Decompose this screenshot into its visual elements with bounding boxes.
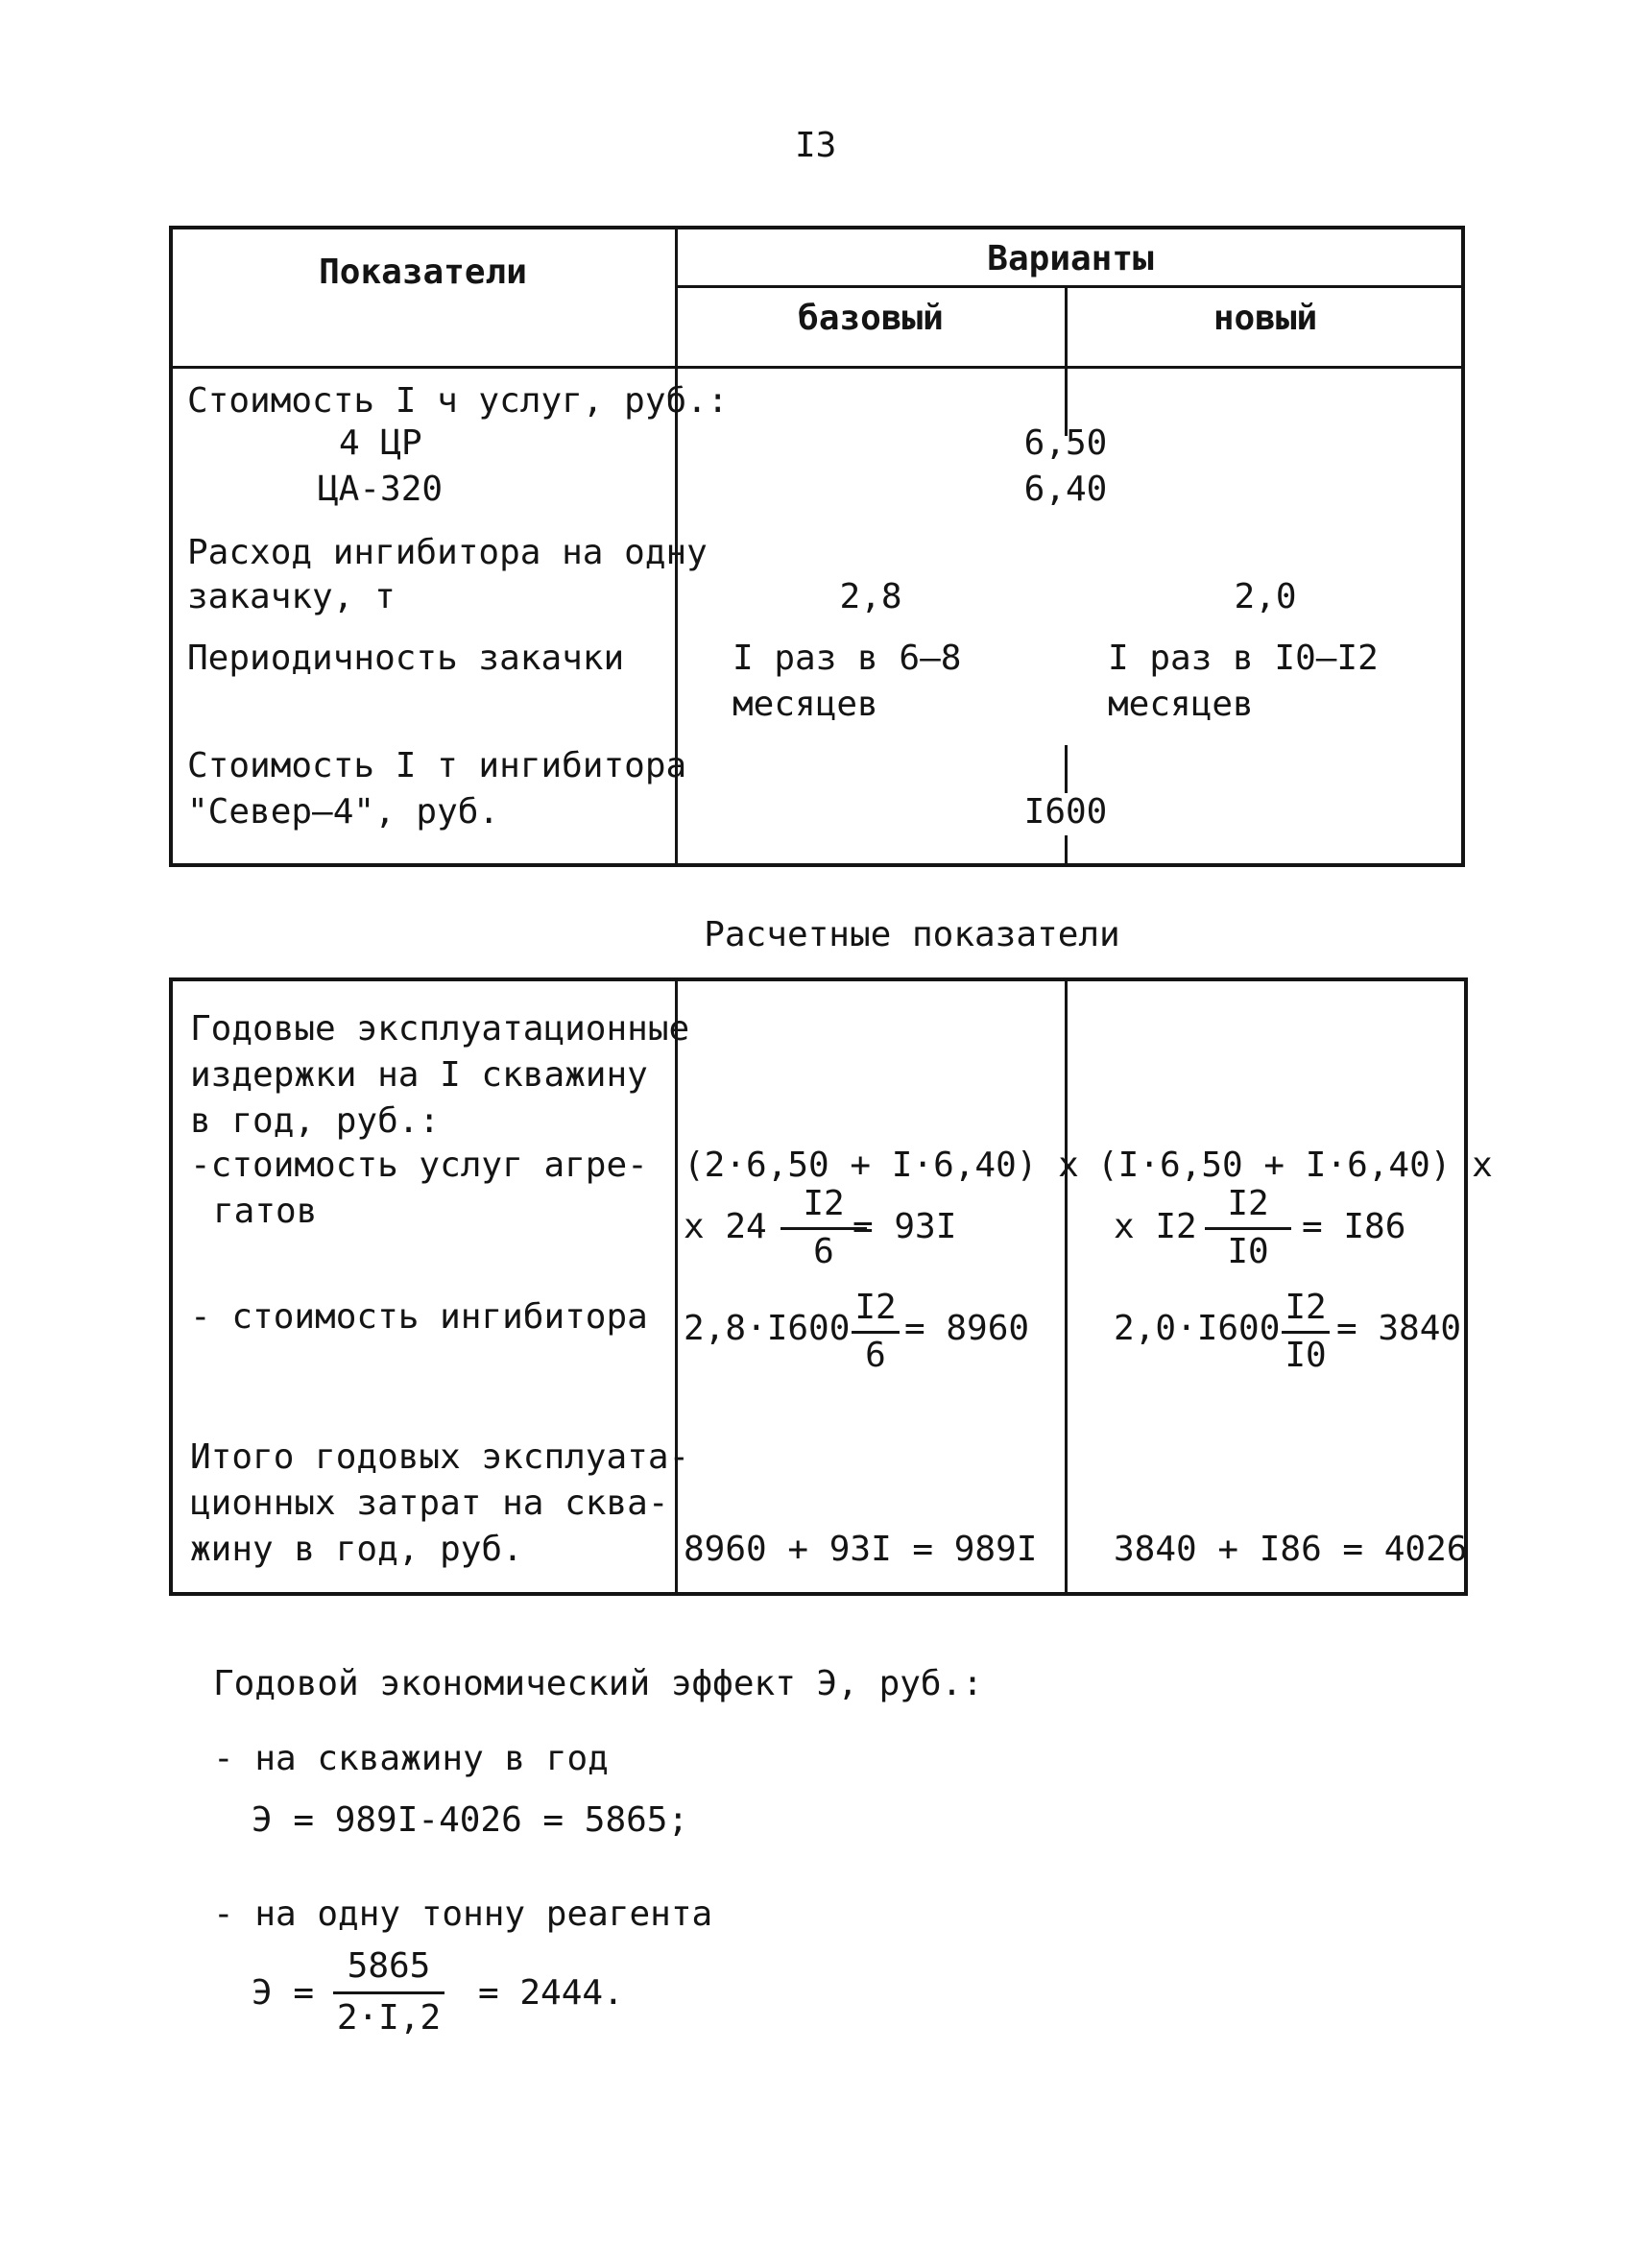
services-new-line1: (I·6,50 + I·6,40) х bbox=[1097, 1146, 1493, 1185]
cost-label-ca320: ЦА-320 bbox=[318, 470, 444, 509]
inhibitor-new-prefix: 2,0·I600 bbox=[1114, 1309, 1281, 1348]
total-label-line3: жину в год, руб. bbox=[190, 1530, 523, 1569]
periodicity-new-line2: месяцев bbox=[1108, 685, 1254, 724]
inhibitor-cost-label-line2: "Север–4", руб. bbox=[187, 792, 500, 832]
annual-label-line1: Годовые эксплуатационные bbox=[190, 1009, 690, 1049]
table2-divider-v1 bbox=[675, 979, 678, 1594]
fraction-bar bbox=[333, 1991, 444, 1994]
effect-per-ton-result: = 2444. bbox=[478, 1973, 624, 2013]
fraction-numerator: I2 bbox=[803, 1184, 845, 1223]
cost-value-ca320: 6,40 bbox=[1023, 470, 1108, 509]
inhibitor-label: - стоимость ингибитора bbox=[190, 1297, 648, 1337]
table1-guide-1 bbox=[1065, 369, 1068, 422]
effect-per-well-formula: Э = 989I-4026 = 5865; bbox=[252, 1800, 689, 1840]
fraction-numerator: I2 bbox=[1285, 1288, 1327, 1327]
table1-guide-4 bbox=[1065, 835, 1068, 865]
services-label-line2: гатов bbox=[213, 1192, 318, 1231]
header-variants: Варианты bbox=[987, 239, 1154, 278]
fraction-numerator: I2 bbox=[1227, 1184, 1269, 1223]
fraction-denominator: 2·I,2 bbox=[336, 1998, 442, 2038]
services-base-line1: (2·6,50 + I·6,40) х bbox=[684, 1146, 1079, 1185]
inhibitor-base-result: = 8960 bbox=[904, 1309, 1030, 1348]
table2-divider-v2 bbox=[1065, 979, 1068, 1594]
calc-heading: Расчетные показатели bbox=[704, 915, 1120, 954]
annual-label-line2: издержки на I скважину bbox=[190, 1055, 648, 1095]
effect-per-well-label: - на скважину в год bbox=[213, 1739, 609, 1778]
effect-per-ton-label: - на одну тонну реагента bbox=[213, 1894, 713, 1934]
fraction-bar bbox=[852, 1331, 900, 1334]
inhibitor-cost-value: I600 bbox=[1023, 792, 1108, 832]
consumption-label-line2: закачку, т bbox=[187, 577, 396, 616]
consumption-base: 2,8 bbox=[839, 577, 902, 616]
services-label-line1: -стоимость услуг агре- bbox=[190, 1146, 648, 1185]
total-base: 8960 + 93I = 989I bbox=[684, 1530, 1038, 1569]
table1-guide-3 bbox=[1065, 745, 1068, 793]
header-base: базовый bbox=[798, 299, 944, 338]
total-new: 3840 + I86 = 4026 bbox=[1114, 1530, 1468, 1569]
services-base-result: = 93I bbox=[853, 1207, 957, 1246]
periodicity-new-line1: I раз в I0–I2 bbox=[1108, 639, 1379, 678]
fraction-denominator: 6 bbox=[813, 1232, 834, 1271]
periodicity-base-line2: месяцев bbox=[732, 685, 878, 724]
inhibitor-base-prefix: 2,8·I600 bbox=[684, 1309, 851, 1348]
table1-divider-h2 bbox=[171, 366, 1463, 369]
fraction-denominator: I0 bbox=[1285, 1336, 1327, 1375]
periodicity-base-line1: I раз в 6–8 bbox=[732, 639, 962, 678]
fraction-numerator: 5865 bbox=[347, 1946, 431, 1986]
cost-value-4cr: 6,50 bbox=[1023, 423, 1108, 463]
header-indicators: Показатели bbox=[319, 253, 527, 292]
fraction-bar bbox=[1282, 1331, 1330, 1334]
table1-divider-h1 bbox=[677, 285, 1463, 288]
cost-label-4cr: 4 ЦР bbox=[339, 423, 422, 463]
inhibitor-new-result: = 3840 bbox=[1336, 1309, 1462, 1348]
effect-title: Годовой экономический эффект Э, руб.: bbox=[213, 1664, 983, 1703]
cost-label-line1: Стоимость I ч услуг, руб.: bbox=[187, 381, 729, 421]
periodicity-label: Периодичность закачки bbox=[187, 639, 625, 678]
inhibitor-cost-label-line1: Стоимость I т ингибитора bbox=[187, 746, 687, 785]
header-new: новый bbox=[1213, 299, 1318, 338]
effect-per-ton-lhs: Э = bbox=[252, 1973, 315, 2013]
total-label-line2: ционных затрат на сква- bbox=[190, 1484, 669, 1523]
services-base-prefix: х 24 bbox=[684, 1207, 767, 1246]
services-new-result: = I86 bbox=[1302, 1207, 1406, 1246]
fraction-denominator: 6 bbox=[865, 1336, 886, 1375]
annual-label-line3: в год, руб.: bbox=[190, 1101, 441, 1141]
fraction-numerator: I2 bbox=[854, 1288, 897, 1327]
consumption-label-line1: Расход ингибитора на одну bbox=[187, 533, 708, 572]
total-label-line1: Итого годовых эксплуата- bbox=[190, 1437, 690, 1477]
services-new-prefix: х I2 bbox=[1114, 1207, 1197, 1246]
fraction-bar bbox=[1205, 1227, 1291, 1230]
consumption-new: 2,0 bbox=[1234, 577, 1297, 616]
page-number: I3 bbox=[795, 126, 837, 165]
fraction-denominator: I0 bbox=[1227, 1232, 1269, 1271]
